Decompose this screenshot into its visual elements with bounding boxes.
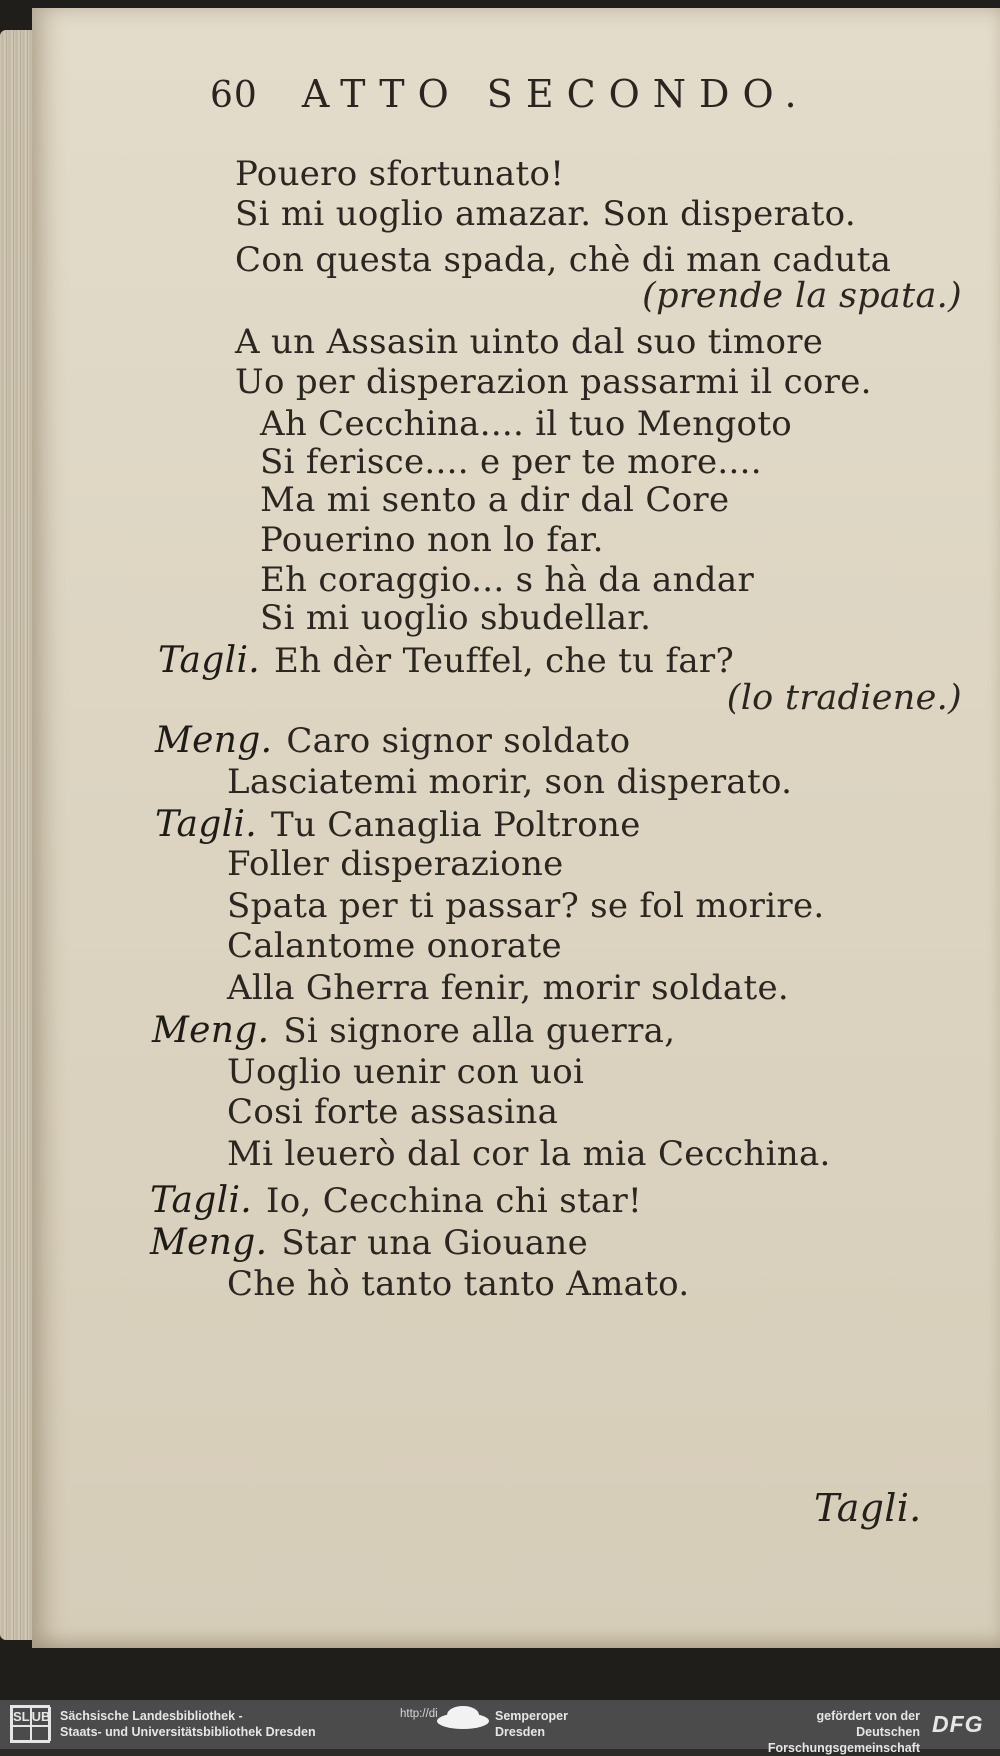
verse-text: Tu Canaglia Poltrone — [271, 805, 641, 845]
verse-text: Star una Giouane — [281, 1223, 588, 1263]
speaker-name: Meng. — [155, 720, 273, 761]
text-line: Si ferisce.... e per te more.... — [260, 442, 762, 482]
text-line: Si mi uoglio sbudellar. — [260, 598, 652, 638]
text-line — [158, 640, 734, 681]
text-line: Spata per ti passar? se fol morire. — [227, 886, 825, 926]
partner-name: Semperoper Dresden — [495, 1709, 568, 1739]
text-line: Con questa spada, chè di man caduta — [235, 240, 892, 280]
speaker-name: Tagli. — [155, 804, 257, 845]
text-line: Cosi forte assasina — [227, 1092, 559, 1132]
text-line: Mi leuerò dal cor la mia Cecchina. — [227, 1134, 831, 1174]
verse-text: Caro signor soldato — [286, 721, 631, 761]
text-line — [150, 1222, 588, 1263]
speaker-name: Meng. — [150, 1222, 268, 1263]
text-line: Foller disperazione — [227, 844, 564, 884]
book-page — [32, 8, 1000, 1648]
verse-text: Si signore alla guerra, — [283, 1011, 676, 1051]
running-title: ATTO SECONDO. — [301, 72, 810, 116]
verse-text: Eh dèr Teuffel, che tu far? — [274, 641, 734, 681]
stage-direction: (prende la spata.) — [642, 276, 962, 316]
speaker-name: Tagli. — [158, 640, 260, 681]
text-line: Alla Gherra fenir, morir soldate. — [227, 968, 789, 1008]
text-line: Pouerino non lo far. — [260, 520, 604, 560]
speaker-name: Meng. — [152, 1010, 270, 1051]
text-line: Lasciatemi morir, son disperato. — [227, 762, 793, 802]
text-line: Ma mi sento a dir dal Core — [260, 480, 730, 520]
footer-bar — [0, 1700, 1000, 1755]
dfg-logo: DFG — [932, 1711, 984, 1737]
text-line: Calantome onorate — [227, 926, 562, 966]
funding-note: gefördert von der Deutschen Forschungsgemeinschaft — [767, 1709, 920, 1755]
semperoper-icon — [433, 1705, 493, 1729]
text-line — [155, 804, 641, 845]
permalink[interactable]: http://di — [400, 1708, 438, 1720]
page-header — [210, 72, 870, 116]
stage-direction: (lo tradiene.) — [726, 678, 962, 718]
speaker-name: Tagli. — [150, 1180, 252, 1221]
text-line: Uoglio uenir con uoi — [227, 1052, 585, 1092]
slub-logo: SL UB — [10, 1705, 50, 1743]
verse-text: Io, Cecchina chi star! — [266, 1181, 643, 1221]
page-number: 60 — [210, 75, 258, 116]
text-line: Che hò tanto tanto Amato. — [227, 1264, 690, 1304]
text-line — [152, 1010, 675, 1051]
text-line: Ah Cecchina.... il tuo Mengoto — [260, 404, 793, 444]
text-line: A un Assasin uinto dal suo timore — [235, 322, 824, 362]
text-line: Si mi uoglio amazar. Son disperato. — [235, 194, 856, 234]
text-line: Uo per disperazion passarmi il core. — [235, 362, 872, 402]
text-line: Pouero sfortunato! — [235, 154, 565, 194]
text-line — [150, 1180, 642, 1221]
text-line — [155, 720, 630, 761]
text-line: Eh coraggio... s hà da andar — [260, 560, 754, 600]
catchword: Tagli. — [814, 1486, 922, 1530]
library-name: Sächsische Landesbibliothek - Staats- und Universitätsbibliothek Dresden — [60, 1709, 316, 1739]
